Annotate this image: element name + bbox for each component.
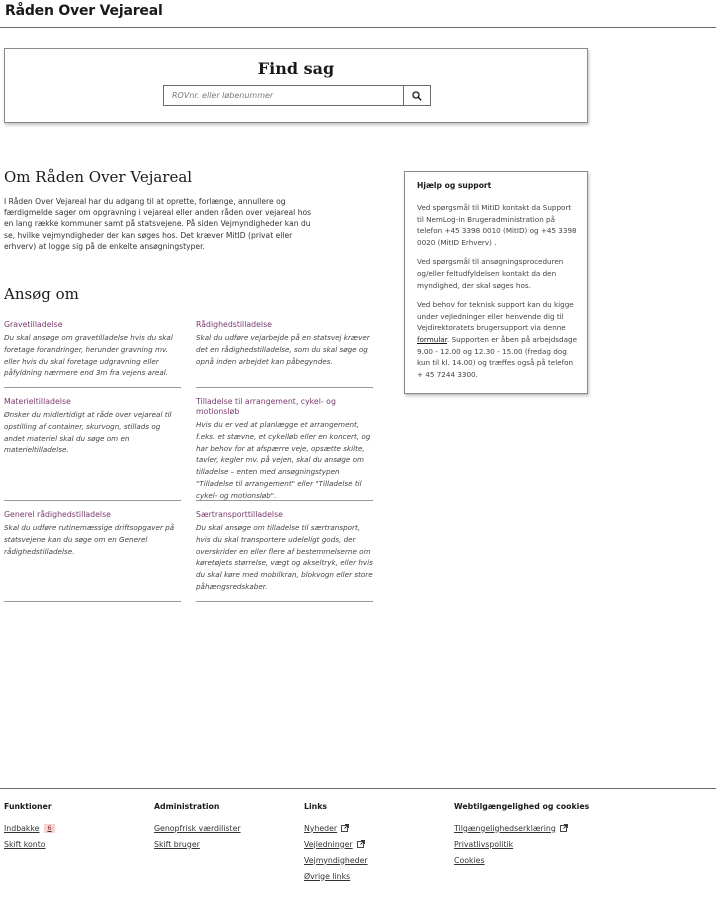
card-saertransporttilladelse [196, 510, 373, 602]
card-description: Ønsker du midlertidigt at råde over vejareal til opstilling af container, skurvogn, stillads og andet materiel skal du søge om en materieltilladelse. [4, 410, 172, 455]
card-description: Du skal ansøge om tilladelse til særtransport, hvis du skal transportere udelelígt gods, der overskrider en eller flere af bestemmelserne om køretøjets størrelse, vægt og akseltryk, eller hvis du skal køre med mobilkran, blokvogn eller store påhængsredskaber. [196, 523, 373, 591]
help-technical-text [417, 299, 577, 380]
footer-column-links [304, 802, 452, 884]
card-title-link[interactable]: Gravetilladelse [4, 320, 63, 329]
external-link-icon [560, 824, 568, 832]
search-icon [412, 91, 422, 101]
help-procedure-text: Ved spørgsmål til ansøgningsproceduren og/eller feltudfyldelsen kontakt da den myndighed, der skal søges hos. [417, 257, 564, 290]
card-title-link[interactable]: Tilladelse til arrangement, cykel- og motionsløb [196, 397, 336, 416]
search-button[interactable] [403, 85, 431, 106]
inbox-count-badge: 6 [44, 824, 54, 833]
footer-link-label: Nyheder [304, 823, 338, 833]
card-arrangement [196, 397, 373, 501]
footer-column-webtilgaengelighed [454, 802, 654, 868]
external-link-icon [341, 824, 349, 832]
site-header [0, 0, 716, 28]
search-input[interactable] [163, 85, 403, 106]
footer-heading: Links [304, 802, 328, 811]
support-form-link[interactable]: formular [417, 334, 448, 344]
footer-heading: Webtilgængelighed og cookies [454, 802, 590, 811]
find-case-panel [4, 48, 588, 123]
footer-link-skift-konto[interactable]: Skift konto [4, 839, 46, 849]
find-case-title: Find sag [257, 59, 335, 78]
card-title-link[interactable]: Rådighedstilladelse [196, 320, 272, 329]
card-title-link[interactable]: Generel rådighedstilladelse [4, 510, 111, 519]
footer-link-privatlivspolitik[interactable]: Privatlivspolitik [454, 839, 514, 849]
card-title-link[interactable]: Særtransporttilladelse [196, 510, 283, 519]
footer-column-funktioner [4, 802, 152, 852]
help-mitid-text: Ved spørgsmål til MitID kontakt da Support til NemLog-in Brugeradministration på telefon +45 3398 0010 (MitID) og +45 3398 0020 (MitID Erhverv) . [417, 203, 577, 247]
footer-link-nyheder[interactable] [304, 820, 452, 836]
footer-link-cookies[interactable]: Cookies [454, 855, 485, 865]
help-title: Hjælp og support [417, 181, 492, 190]
footer-link-label: Tilgængelighedserklæring [454, 823, 556, 833]
card-materieltilladelse [4, 397, 181, 501]
footer-link-oevrige-links[interactable]: Øvrige links [304, 871, 351, 881]
card-raadighedstilladelse [196, 320, 373, 388]
footer-link-skift-bruger[interactable]: Skift bruger [154, 839, 200, 849]
footer-link-vejmyndigheder[interactable]: Vejmyndigheder [304, 855, 368, 865]
about-heading: Om Råden Over Vejareal [4, 168, 193, 186]
card-description: Skal du udføre vejarbejde på en statsvej kræver det en rådighedstilladelse, som du skal søge og opnå inden arbejdet kan påbegyndes. [196, 333, 370, 366]
site-footer [0, 788, 716, 916]
search-bar [163, 85, 431, 106]
footer-link-label: Indbakke [4, 823, 40, 833]
card-description: Du skal ansøge om gravetilladelse hvis du skal foretage forandringer, herunder gravning mv. eller hvis du skal foretage udgravning eller påfyldning nærmere end 3m fra vejens areal. [4, 333, 173, 378]
site-title[interactable]: Råden Over Vejareal [5, 3, 163, 19]
help-technical-text-start: Ved behov for teknisk support kan du kigge under vejledninger eller henvende dig til Vejdirektoratets brugersupport via denne [417, 300, 574, 333]
apply-heading: Ansøg om [4, 285, 79, 303]
card-title-link[interactable]: Materieltilladelse [4, 397, 71, 406]
footer-heading: Administration [154, 802, 220, 811]
footer-heading: Funktioner [4, 802, 52, 811]
card-description: Hvis du er ved at planlægge et arrangement, f.eks. et stævne, et cykelløb eller en koncert, og har behov for at afspærre veje, opsætte skilte, tavler, kegler mv. på vejen, skal du ansøge om tilladelse – enten med ansøgningstypen "Tilladelse til arrangement" eller "Tilladelse til cykel- og motionsløb". [196, 420, 371, 500]
help-support-box [404, 171, 588, 394]
card-generel-raadighedstilladelse [4, 510, 181, 602]
external-link-icon [357, 840, 365, 848]
footer-link-indbakke[interactable] [4, 820, 152, 836]
footer-link-genopfrisk[interactable]: Genopfrisk værdilister [154, 823, 241, 833]
footer-link-label: Vejledninger [304, 839, 353, 849]
about-text: I Råden Over Vejareal har du adgang til at oprette, forlænge, annullere og færdigmelde sager om opgravning i vejareal eller anden råden over vejareal hos en lang række kommuner samt på statsvejene. På siden Vejmyndigheder kan du se, hvilke vejmyndigheder der kan søges hos. Det kræver MitID (privat eller erhverv) at logge sig på de enkelte ansøgningstyper. [4, 197, 312, 251]
card-description: Skal du udføre rutinemæssige driftsopgaver på statsvejene kan du søge om en Generel rådighedstilladelse. [4, 523, 175, 556]
footer-link-vejledninger[interactable] [304, 836, 452, 852]
help-technical-text-end: . Supporten er åben på arbejdsdage 9.00 - 12.00 og 12.30 - 15.00 (fredag dog kun til kl. 14.00) og træffes også på telefon + 45 7244 3300. [417, 334, 578, 379]
footer-link-tilgaengelighedserklaering[interactable] [454, 820, 654, 836]
card-gravetilladelse [4, 320, 181, 388]
footer-column-administration [154, 802, 302, 852]
